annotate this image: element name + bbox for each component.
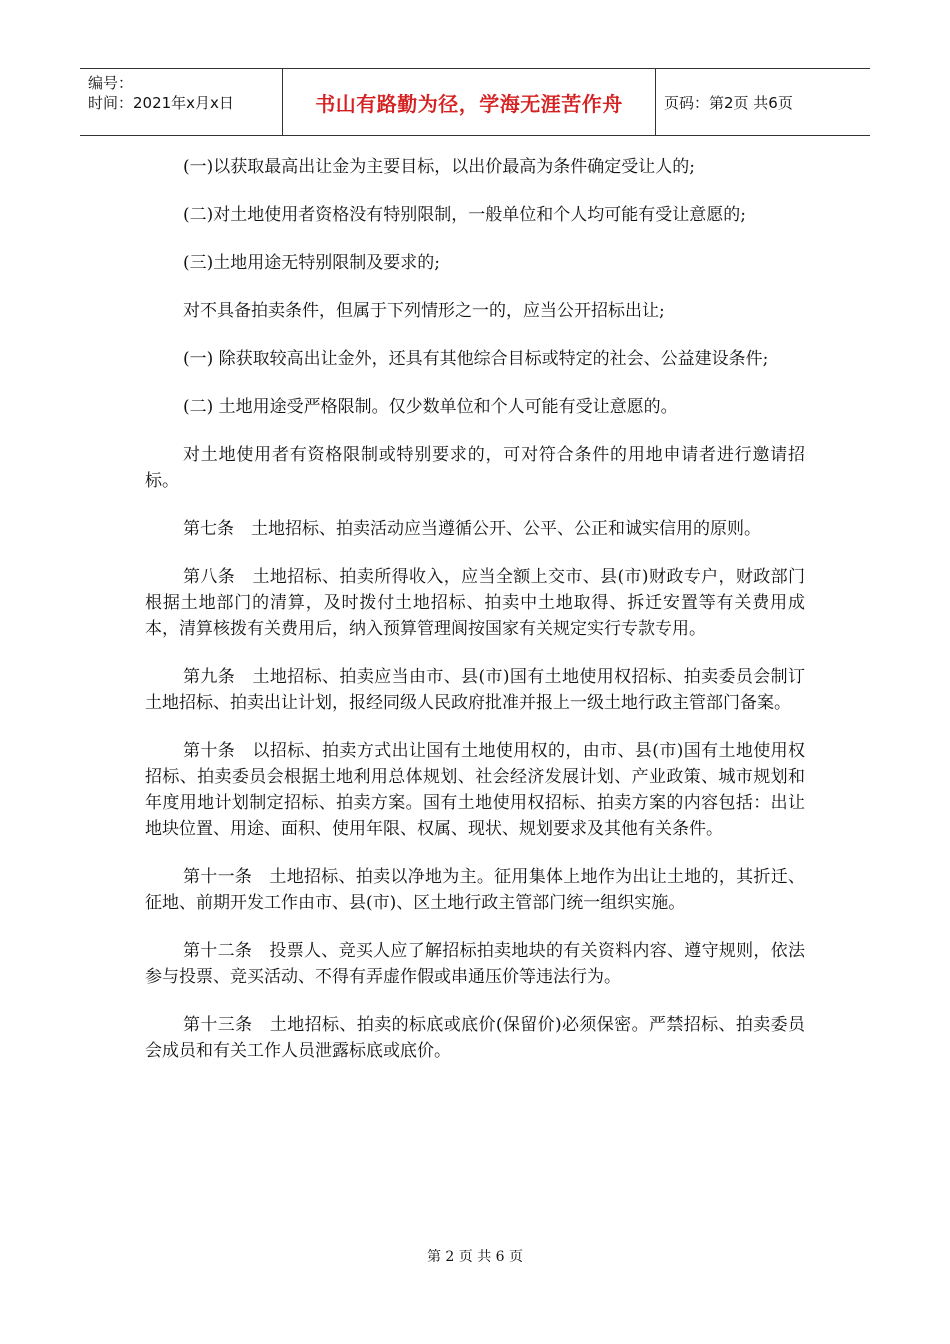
document-body <box>145 154 805 1086</box>
article-12: 第十二条 投票人、竞买人应了解招标拍卖地块的有关资料内容、遵守规则，依法参与投票、竞买活动、不得有弄虚作假或串通压价等违法行为。 <box>145 941 805 987</box>
paragraph: (二)对土地使用者资格没有特别限制，一般单位和个人均可能有受让意愿的; <box>183 205 746 225</box>
paragraph: (一)以获取最高出让金为主要目标，以出价最高为条件确定受让人的; <box>183 157 695 177</box>
article-13: 第十三条 土地招标、拍卖的标底或底价(保留价)必须保密。严禁招标、拍卖委员会成员和有关工作人员泄露标底或底价。 <box>145 1015 805 1061</box>
page-header <box>80 68 870 136</box>
header-meta <box>80 69 283 135</box>
article-10: 第十条 以招标、拍卖方式出让国有土地使用权的，由市、县(市)国有土地使用权招标、拍卖委员会根据土地利用总体规划、社会经济发展计划、产业政策、城市规划和年度用地计划制定招标、拍卖方案。国有土地使用权招标、拍卖方案的内容包括：出让地块位置、用途、面积、使用年限、权属、现状、规划要求及其他有关条件。 <box>145 741 805 839</box>
paragraph: 对土地使用者有资格限制或特别要求的，可对符合条件的用地申请者进行邀请招标。 <box>145 445 805 491</box>
number-label: 编号： <box>88 74 134 92</box>
header-page-label: 页码：第2页 共6页 <box>664 93 793 112</box>
article-7: 第七条 土地招标、拍卖活动应当遵循公开、公平、公正和诚实信用的原则。 <box>183 519 761 539</box>
paragraph: (二) 土地用途受严格限制。仅少数单位和个人可能有受让意愿的。 <box>183 397 678 417</box>
article-11: 第十一条 土地招标、拍卖以净地为主。征用集体上地作为出让土地的，其折迁、征地、前期开发工作由市、县(市)、区土地行政主管部门统一组织实施。 <box>145 867 805 913</box>
page-footer: 第 2 页 共 6 页 <box>426 1249 524 1265</box>
paragraph: 对不具备拍卖条件，但属于下列情形之一的，应当公开招标出让; <box>183 301 665 321</box>
article-9: 第九条 土地招标、拍卖应当由市、县(市)国有土地使用权招标、拍卖委员会制订土地招标、拍卖出让计划，报经同级人民政府批准并报上一级土地行政主管部门备案。 <box>145 667 805 713</box>
date-label: 时间：2021年x月x日 <box>88 94 234 112</box>
paragraph: (三)土地用途无特别限制及要求的; <box>183 253 440 273</box>
header-motto: 书山有路勤为径，学海无涯苦作舟 <box>283 69 656 135</box>
paragraph: (一) 除获取较高出让金外，还具有其他综合目标或特定的社会、公益建设条件; <box>183 349 769 369</box>
article-8: 第八条 土地招标、拍卖所得收入，应当全额上交市、县(市)财政专户，财政部门根据土地部门的清算，及时拨付土地招标、拍卖中土地取得、拆迁安置等有关费用成本，清算核拨有关费用后，纳入预算管理阆按国家有关规定实行专款专用。 <box>145 567 805 639</box>
